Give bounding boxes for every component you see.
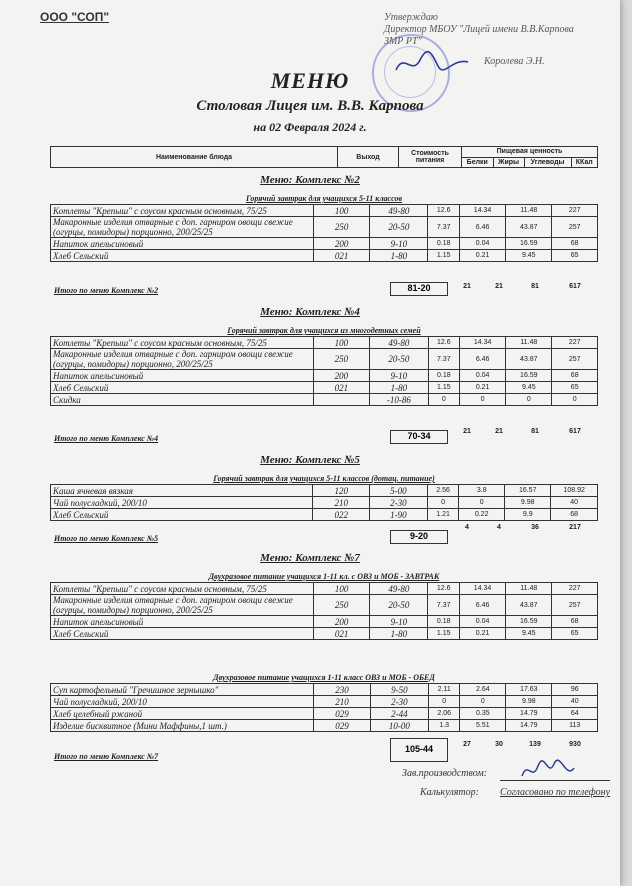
- dish-output: 100: [313, 583, 370, 595]
- header-name: Наименование блюда: [51, 147, 338, 168]
- dish-carbs: 43.87: [506, 217, 552, 238]
- menu-table-complex-7-breakfast: [50, 582, 598, 640]
- dish-cost: 1-80: [370, 628, 428, 640]
- dish-kcal: 0: [552, 394, 598, 406]
- dish-output: 210: [314, 696, 371, 708]
- dish-fat: 0: [459, 497, 505, 509]
- dish-fat: 6.46: [459, 595, 505, 616]
- section-subtitle: Двухразовое питание учащихся 1-11 кл. с ОВЗ и МОБ - ЗАВТРАК: [208, 572, 440, 581]
- production-manager-label: Зав.производством:: [402, 768, 488, 779]
- dish-carbs: 16.59: [506, 370, 552, 382]
- dish-carbs: 16.59: [506, 238, 552, 250]
- total-protein: 27: [463, 741, 471, 748]
- menu-table-complex-7-lunch: [50, 683, 598, 732]
- dish-fat: 0.04: [460, 370, 506, 382]
- header-kcal: ККал: [571, 157, 598, 168]
- dish-fat: 0.21: [459, 628, 505, 640]
- dish-name: Каша ячневая вязкая: [51, 485, 313, 497]
- dish-output: 100: [313, 205, 370, 217]
- approval-position: Директор МБОУ "Лицей имени В.В.Карпова ЗМР РТ": [384, 24, 574, 47]
- dish-kcal: 65: [552, 628, 598, 640]
- header-cost: Стоимость питания: [399, 147, 462, 168]
- dish-output: 021: [313, 250, 370, 262]
- dish-name: Хлеб Сельский: [51, 250, 314, 262]
- dish-carbs: 11.48: [506, 583, 552, 595]
- dish-kcal: 64: [552, 708, 598, 720]
- canteen-name: Столовая Лицея им. В.В. Карпова: [196, 98, 424, 114]
- dish-cost: 49-80: [370, 583, 428, 595]
- dish-protein: 7.37: [428, 217, 459, 238]
- total-kcal: 617: [569, 428, 581, 435]
- table-row: [51, 497, 598, 509]
- dish-name: Макаронные изделия отварные с доп. гарниром овощи свежие (огурцы, помидоры) порционно, 200/25/25: [51, 349, 314, 370]
- total-protein: 21: [463, 428, 471, 435]
- dish-cost: 2-30: [370, 696, 428, 708]
- dish-cost: 20-50: [370, 217, 428, 238]
- dish-kcal: 257: [552, 595, 598, 616]
- table-row: [51, 595, 598, 616]
- dish-carbs: 43.87: [506, 595, 552, 616]
- dish-fat: 2.64: [460, 684, 506, 696]
- dish-output: 200: [313, 370, 369, 382]
- total-protein: 21: [463, 283, 471, 290]
- dish-carbs: 16.57: [505, 485, 551, 497]
- dish-name: Суп картофельный "Гречишное зернышко": [51, 684, 314, 696]
- dish-protein: 1.15: [428, 628, 459, 640]
- dish-output: 200: [313, 238, 370, 250]
- table-row: [51, 394, 598, 406]
- dish-output: 250: [313, 217, 370, 238]
- dish-cost: 9-10: [370, 370, 428, 382]
- total-fat: 21: [495, 283, 503, 290]
- total-fat: 21: [495, 428, 503, 435]
- dish-carbs: 17.63: [506, 684, 552, 696]
- dish-kcal: 68: [552, 238, 598, 250]
- dish-kcal: 40: [551, 497, 598, 509]
- table-row: [51, 250, 598, 262]
- dish-output: 100: [313, 337, 369, 349]
- header-protein: Белки: [462, 157, 494, 168]
- dish-fat: 14.34: [459, 205, 505, 217]
- dish-name: Хлеб целебный ржаной: [51, 708, 314, 720]
- dish-kcal: 40: [552, 696, 598, 708]
- table-row: [51, 205, 598, 217]
- menu-header-table: [50, 146, 598, 168]
- menu-table-complex-5: [50, 484, 598, 521]
- dish-protein: 1.15: [428, 382, 459, 394]
- total-carbs: 36: [531, 524, 539, 531]
- dish-kcal: 68: [551, 509, 598, 521]
- dish-protein: 7.37: [428, 349, 459, 370]
- dish-name: Хлеб Сельский: [51, 628, 314, 640]
- calculator-value: Согласовано по телефону: [500, 787, 610, 798]
- dish-name: Скидка: [51, 394, 314, 406]
- dish-carbs: 14.79: [506, 720, 552, 732]
- dish-cost: 10-00: [370, 720, 428, 732]
- menu-table-complex-2: [50, 204, 598, 262]
- dish-name: Напиток апельсиновый: [51, 616, 314, 628]
- dish-protein: 0.18: [428, 370, 459, 382]
- dish-name: Хлеб Сельский: [51, 382, 314, 394]
- dish-kcal: 227: [552, 583, 598, 595]
- dish-output: 210: [313, 497, 370, 509]
- dish-name: Макаронные изделия отварные с доп. гарниром овощи свежие (огурцы, помидоры) порционно, 200/25/25: [51, 217, 314, 238]
- total-label: Итого по меню Комплекс №2: [54, 286, 159, 295]
- header-fat: Жиры: [493, 157, 524, 168]
- header-carbs: Углеводы: [524, 157, 571, 168]
- table-row: [51, 370, 598, 382]
- production-manager-signature: [518, 756, 578, 784]
- dish-cost: 9-50: [370, 684, 428, 696]
- dish-carbs: 43.87: [506, 349, 552, 370]
- dish-carbs: 0: [506, 394, 552, 406]
- dish-fat: 0: [460, 394, 506, 406]
- dish-carbs: 9.45: [506, 250, 552, 262]
- total-label: Итого по меню Комплекс №5: [54, 534, 159, 543]
- dish-carbs: 9.98: [506, 696, 552, 708]
- dish-kcal: 113: [552, 720, 598, 732]
- dish-carbs: 14.79: [506, 708, 552, 720]
- dish-kcal: 65: [552, 382, 598, 394]
- section-subtitle: Горячий завтрак для учащихся 5-11 классов (дотац. питание): [213, 474, 435, 483]
- dish-carbs: 11.48: [506, 337, 552, 349]
- dish-kcal: 227: [552, 337, 598, 349]
- section-subtitle: Горячий завтрак для учащихся 5-11 классов: [245, 194, 403, 203]
- total-kcal: 617: [569, 283, 581, 290]
- total-carbs: 81: [531, 283, 539, 290]
- section-title: Меню: Комплекс №5: [260, 454, 360, 466]
- dish-name: Макаронные изделия отварные с доп. гарниром овощи свежие (огурцы, помидоры) порционно, 200/25/25: [51, 595, 314, 616]
- dish-name: Изделие бисквитное (Мини Маффины,1 шт.): [51, 720, 314, 732]
- table-row: [51, 616, 598, 628]
- section-title: Меню: Комплекс №4: [260, 306, 360, 318]
- dish-output: 200: [313, 616, 370, 628]
- total-protein: 4: [465, 524, 469, 531]
- dish-cost: 1-80: [370, 382, 428, 394]
- dish-output: 029: [314, 720, 371, 732]
- dish-protein: 0: [427, 497, 458, 509]
- dish-fat: 14.34: [459, 583, 505, 595]
- table-row: [51, 708, 598, 720]
- section-subtitle: Двухразовое питание учащихся 1-11 класс ОВЗ и МОБ - ОБЕД: [213, 673, 435, 682]
- dish-protein: 1.21: [427, 509, 458, 521]
- dish-protein: 2.11: [428, 684, 459, 696]
- approval-title: Утверждаю: [384, 12, 438, 23]
- table-row: [51, 485, 598, 497]
- dish-output: 120: [313, 485, 370, 497]
- dish-output: [313, 394, 369, 406]
- organization-name: ООО "СОП": [40, 10, 110, 24]
- dish-kcal: 227: [552, 205, 598, 217]
- dish-fat: 0.04: [459, 238, 505, 250]
- table-row: [51, 583, 598, 595]
- dish-carbs: 9.9: [505, 509, 551, 521]
- dish-cost: 20-50: [370, 349, 428, 370]
- section-title: Меню: Комплекс №2: [260, 174, 360, 186]
- dish-output: 250: [313, 349, 369, 370]
- dish-cost: -10-86: [370, 394, 428, 406]
- dish-protein: 1.3: [428, 720, 459, 732]
- dish-cost: 5-00: [370, 485, 428, 497]
- dish-output: 029: [314, 708, 371, 720]
- header-output: Выход: [338, 147, 399, 168]
- total-label: Итого по меню Комплекс №7: [54, 752, 159, 761]
- dish-kcal: 68: [552, 616, 598, 628]
- table-row: [51, 684, 598, 696]
- dish-name: Хлеб Сельский: [51, 509, 313, 521]
- dish-protein: 12.6: [428, 583, 459, 595]
- dish-protein: 12.6: [428, 205, 459, 217]
- menu-table-complex-4: [50, 336, 598, 406]
- table-row: [51, 337, 598, 349]
- dish-cost: 20-50: [370, 595, 428, 616]
- calculator-label: Калькулятор:: [420, 787, 479, 798]
- dish-carbs: 9.45: [506, 382, 552, 394]
- dish-carbs: 9.45: [506, 628, 552, 640]
- header-nutrition: Пищевая ценность: [462, 147, 598, 158]
- dish-kcal: 257: [552, 349, 598, 370]
- dish-kcal: 257: [552, 217, 598, 238]
- dish-fat: 0: [460, 696, 506, 708]
- total-label: Итого по меню Комплекс №4: [54, 434, 159, 443]
- table-row: [51, 720, 598, 732]
- dish-output: 021: [313, 628, 370, 640]
- dish-cost: 1-90: [370, 509, 428, 521]
- dish-cost: 49-80: [370, 337, 428, 349]
- dish-protein: 0.18: [428, 238, 459, 250]
- dish-name: Напиток апельсиновый: [51, 238, 314, 250]
- dish-protein: 12.6: [428, 337, 459, 349]
- table-row: [51, 217, 598, 238]
- dish-protein: 0: [428, 394, 459, 406]
- total-kcal: 930: [569, 741, 581, 748]
- dish-protein: 2.56: [427, 485, 458, 497]
- dish-cost: 1-80: [370, 250, 428, 262]
- dish-kcal: 108.92: [551, 485, 598, 497]
- dish-kcal: 68: [552, 370, 598, 382]
- dish-protein: 1.15: [428, 250, 459, 262]
- dish-fat: 0.22: [459, 509, 505, 521]
- dish-fat: 0.35: [460, 708, 506, 720]
- page-title: МЕНЮ: [270, 68, 350, 93]
- dish-name: Напиток апельсиновый: [51, 370, 314, 382]
- total-kcal: 217: [569, 524, 581, 531]
- dish-name: Котлеты "Крепыш" с соусом красным основным, 75/25: [51, 205, 314, 217]
- dish-output: 021: [313, 382, 369, 394]
- total-cost: 81-20: [390, 282, 448, 296]
- dish-protein: 7.37: [428, 595, 459, 616]
- dish-cost: 49-80: [370, 205, 428, 217]
- table-row: [51, 382, 598, 394]
- menu-date: на 02 Февраля 2024 г.: [253, 120, 367, 134]
- dish-carbs: 9.98: [505, 497, 551, 509]
- dish-kcal: 65: [552, 250, 598, 262]
- total-fat: 30: [495, 741, 503, 748]
- dish-fat: 3.8: [459, 485, 505, 497]
- dish-protein: 0.18: [428, 616, 459, 628]
- total-cost: 9-20: [390, 530, 448, 544]
- dish-kcal: 96: [552, 684, 598, 696]
- dish-name: Чай полусладкий, 200/10: [51, 497, 313, 509]
- dish-protein: 0: [428, 696, 459, 708]
- dish-fat: 6.46: [459, 217, 505, 238]
- dish-fat: 0.21: [459, 250, 505, 262]
- table-row: [51, 349, 598, 370]
- dish-output: 230: [314, 684, 371, 696]
- table-row: [51, 238, 598, 250]
- dish-cost: 9-10: [370, 238, 428, 250]
- dish-name: Котлеты "Крепыш" с соусом красным основным, 75/25: [51, 583, 314, 595]
- dish-fat: 6.46: [460, 349, 506, 370]
- dish-fat: 0.04: [459, 616, 505, 628]
- table-row: [51, 509, 598, 521]
- dish-cost: 9-10: [370, 616, 428, 628]
- table-row: [51, 696, 598, 708]
- total-cost: 105-44: [390, 738, 448, 762]
- table-row: [51, 628, 598, 640]
- dish-name: Чай полусладкий, 200/10: [51, 696, 314, 708]
- total-fat: 4: [497, 524, 501, 531]
- dish-cost: 2-30: [370, 497, 428, 509]
- dish-name: Котлеты "Крепыш" с соусом красным основным, 75/25: [51, 337, 314, 349]
- approval-signer: Королева Э.Н.: [484, 56, 545, 67]
- dish-carbs: 11.48: [506, 205, 552, 217]
- dish-carbs: 16.59: [506, 616, 552, 628]
- dish-fat: 0.21: [460, 382, 506, 394]
- dish-fat: 14.34: [460, 337, 506, 349]
- dish-output: 022: [313, 509, 370, 521]
- dish-fat: 5.51: [460, 720, 506, 732]
- dish-protein: 2.06: [428, 708, 459, 720]
- total-carbs: 81: [531, 428, 539, 435]
- section-subtitle: Горячий завтрак для учащихся из многодетных семей: [227, 326, 421, 335]
- total-carbs: 139: [529, 741, 541, 748]
- dish-output: 250: [313, 595, 370, 616]
- dish-cost: 2-44: [370, 708, 428, 720]
- section-title: Меню: Комплекс №7: [260, 552, 360, 564]
- total-cost: 70-34: [390, 430, 448, 444]
